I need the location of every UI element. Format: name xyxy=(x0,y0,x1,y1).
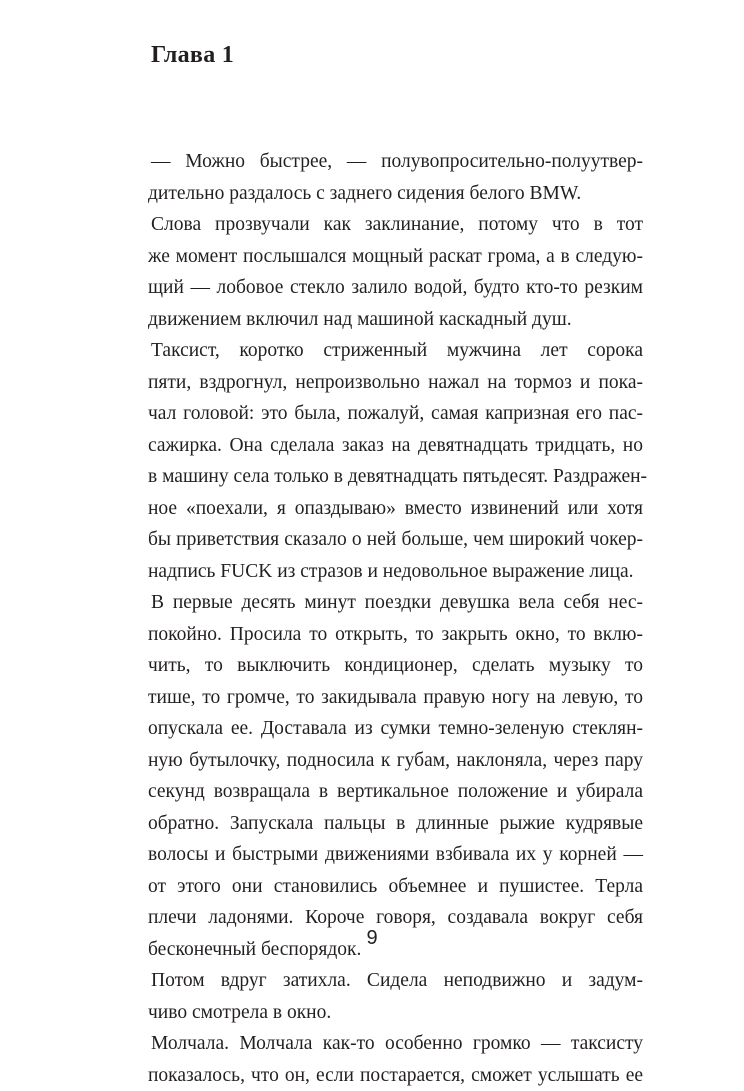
text-line: покойно. Просила то открыть, то закрыть окно, то вклю- xyxy=(148,619,643,651)
text-line: дительно раздалось с заднего сидения белого BMW. xyxy=(148,178,643,210)
text-line: обратно. Запускала пальцы в длинные рыжие кудрявые xyxy=(148,808,643,840)
page-number: 9 xyxy=(0,926,744,950)
text-line: от этого они становились объемнее и пушистее. Терла xyxy=(148,871,643,903)
text-line: показалось, что он, если постарается, сможет услышать ее xyxy=(148,1060,643,1091)
text-line: опускала ее. Доставала из сумки темно-зеленую стеклян- xyxy=(148,713,643,745)
text-line: чиво смотрела в окно. xyxy=(148,997,643,1029)
text-line: Слова прозвучали как заклинание, потому что в тот xyxy=(151,209,643,241)
text-line: ное «поехали, я опаздываю» вместо извинений или хотя xyxy=(148,493,643,525)
text-line: Молчала. Молчала как-то особенно громко — таксисту xyxy=(151,1028,643,1060)
text-line: ную бутылочку, подносила к губам, наклоняла, через пару xyxy=(148,745,643,777)
text-line: в машину села только в девятнадцать пятьдесят. Раздражен- xyxy=(148,461,643,493)
text-line: чить, то выключить кондиционер, сделать музыку то xyxy=(148,650,643,682)
text-line: секунд возвращала в вертикальное положение и убирала xyxy=(148,776,643,808)
chapter-title: Глава 1 xyxy=(151,40,234,70)
text-line: надпись FUCK из стразов и недовольное выражение лица. xyxy=(148,556,643,588)
text-line: же момент послышался мощный раскат грома, а в следую- xyxy=(148,241,643,273)
text-line: тише, то громче, то закидывала правую ногу на левую, то xyxy=(148,682,643,714)
text-line: щий — лобовое стекло залило водой, будто кто-то резким xyxy=(148,272,643,304)
text-line: бы приветствия сказало о ней больше, чем широкий чокер- xyxy=(148,524,643,556)
text-line: чал головой: это была, пожалуй, самая капризная его пас- xyxy=(148,398,643,430)
text-line: пяти, вздрогнул, непроизвольно нажал на тормоз и пока- xyxy=(148,367,643,399)
text-line: Потом вдруг затихла. Сидела неподвижно и задум- xyxy=(151,965,643,997)
text-line: движением включил над машиной каскадный душ. xyxy=(148,304,643,336)
text-line: волосы и быстрыми движениями взбивала их у корней — xyxy=(148,839,643,871)
text-line: бесконечный беспорядок. xyxy=(148,934,643,966)
text-line: плечи ладонями. Короче говоря, создавала вокруг себя xyxy=(148,902,643,934)
text-line: В первые десять минут поездки девушка вела себя нес- xyxy=(151,587,643,619)
text-line: — Можно быстрее, — полувопросительно-полуутвер- xyxy=(151,146,643,178)
text-line: сажирка. Она сделала заказ на девятнадцать тридцать, но xyxy=(148,430,643,462)
text-line: Таксист, коротко стриженный мужчина лет сорока xyxy=(151,335,643,367)
